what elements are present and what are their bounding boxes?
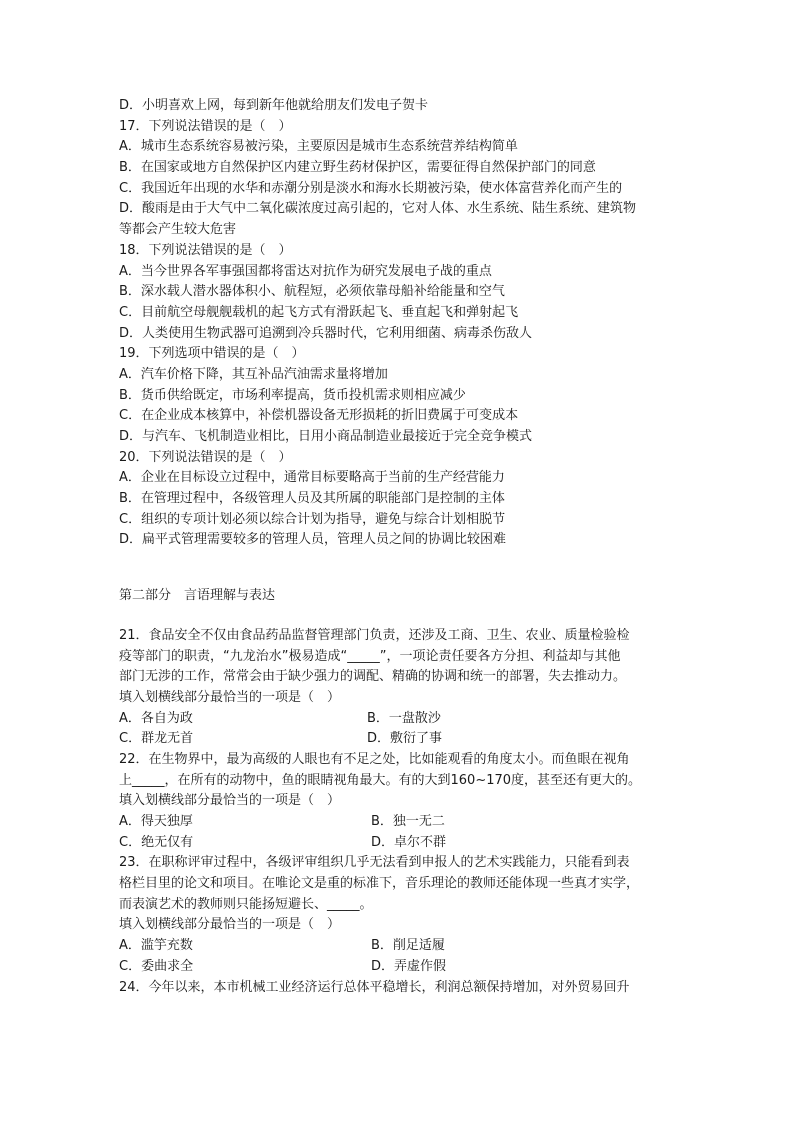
question-19-option-c: C．在企业成本核算中，补偿机器设备无形损耗的折旧费属于可变成本 xyxy=(119,408,519,424)
question-21-options-cd xyxy=(119,729,679,750)
question-22-option-a: A．得天独厚 xyxy=(119,814,193,829)
question-18-option-b: B．深水载人潜水器体积小、航程短，必须依靠母船补给能量和空气 xyxy=(119,284,505,300)
question-22-options-cd xyxy=(119,833,679,854)
question-24 xyxy=(119,978,679,999)
question-24-line: 24．今年以来，本市机械工业经济运行总体平稳增长，利润总额保持增加，对外贸易回升 xyxy=(119,979,630,995)
question-20-option-b: B．在管理过程中，各级管理人员及其所属的职能部门是控制的主体 xyxy=(119,491,505,507)
question-22-option-d: D．卓尔不群 xyxy=(371,834,447,850)
question-23-options-ab xyxy=(119,936,679,957)
question-22-prompt: 填入划横线部分最恰当的一项是（ ） xyxy=(119,793,341,809)
question-17-stem: 17．下列说法错误的是（ ） xyxy=(119,118,292,134)
text-line: D．小明喜欢上网，每到新年他就给朋友们发电子贺卡 xyxy=(119,98,429,113)
section-title: 第二部分 言语理解与表达 xyxy=(119,588,276,604)
question-19-option-d: D．与汽车、飞机制造业相比，日用小商品制造业最接近于完全竞争模式 xyxy=(119,429,533,444)
questions-17-20 xyxy=(119,96,679,551)
question-23-option-d: D．弄虚作假 xyxy=(371,958,447,974)
question-19-stem: 19．下列选项中错误的是（ ） xyxy=(119,346,305,362)
question-18-option-a: A．当今世界各军事强国都将雷达对抗作为研究发展电子战的重点 xyxy=(119,263,492,279)
question-21-option-b: B．一盘散沙 xyxy=(367,710,441,726)
question-21-line: 疫等部门的职责，“九龙治水”极易造成“_____”，一项论责任要各方分担、利益却与其他 xyxy=(119,648,621,664)
question-23-option-a: A．滥竽充数 xyxy=(119,938,193,954)
question-22 xyxy=(119,750,679,853)
question-21-options-ab xyxy=(119,709,679,730)
question-18-stem: 18．下列说法错误的是（ ） xyxy=(119,242,292,258)
question-23-line: 格栏目里的论文和项目。在唯论文是重的标准下，音乐理论的教师还能体现一些真才实学， xyxy=(119,876,640,892)
question-22-option-c: C．绝无仅有 xyxy=(119,834,194,850)
question-17-option-a: A．城市生态系统容易被污染，主要原因是城市生态系统营养结构简单 xyxy=(119,139,518,155)
question-21-option-c: C．群龙无首 xyxy=(119,731,194,747)
question-21-option-a: A．各自为政 xyxy=(119,710,193,726)
question-17-option-d: D．酸雨是由于大气中二氧化碳浓度过高引起的，它对人体、水生系统、陆生系统、建筑物 xyxy=(119,201,637,217)
question-20-option-c: C．组织的专项计划必须以综合计划为指导，避免与综合计划相脱节 xyxy=(119,511,506,527)
question-21-option-d: D．敷衍了事 xyxy=(367,731,443,747)
question-23-line: 而表演艺术的教师则只能扬短避长、_____。 xyxy=(119,896,373,912)
question-21-line: 21．食品安全不仅由食品药品监督管理部门负责，还涉及工商、卫生、农业、质量检验检 xyxy=(119,627,630,643)
question-20-option-a: A．企业在目标设立过程中，通常目标要略高于当前的生产经营能力 xyxy=(119,470,505,486)
question-19-option-a: A．汽车价格下降，其互补品汽油需求量将增加 xyxy=(119,366,388,382)
question-23-options-cd xyxy=(119,957,679,978)
question-23-prompt: 填入划横线部分最恰当的一项是（ ） xyxy=(119,917,341,933)
question-21-prompt: 填入划横线部分最恰当的一项是（ ） xyxy=(119,689,341,705)
question-23-option-b: B．削足适履 xyxy=(371,938,445,954)
question-20-stem: 20．下列说法错误的是（ ） xyxy=(119,449,292,465)
question-18-option-c: C．目前航空母舰舰载机的起飞方式有滑跃起飞、垂直起飞和弹射起飞 xyxy=(119,304,519,320)
question-23-option-c: C．委曲求全 xyxy=(119,958,194,974)
question-20-option-d: D．扁平式管理需要较多的管理人员，管理人员之间的协调比较困难 xyxy=(119,532,507,548)
document-body xyxy=(119,96,679,998)
question-17-option-b: B．在国家或地方自然保护区内建立野生药材保护区，需要征得自然保护部门的同意 xyxy=(119,160,596,176)
question-22-line: 上_____，在所有的动物中，鱼的眼睛视角最大。有的大到160~170度，甚至还有更大的。 xyxy=(119,772,642,788)
question-19-option-b: B．货币供给既定，市场利率提高，货币投机需求则相应减少 xyxy=(119,387,466,403)
question-22-options-ab xyxy=(119,812,679,833)
question-23 xyxy=(119,853,679,977)
question-22-option-b: B．独一无二 xyxy=(371,814,445,829)
question-22-line: 22．在生物界中，最为高级的人眼也有不足之处，比如能观看的角度太小。而鱼眼在视角 xyxy=(119,751,630,767)
question-23-line: 23．在职称评审过程中，各级评审组织几乎无法看到申报人的艺术实践能力，只能看到表 xyxy=(119,855,630,871)
question-17-option-d-cont: 等都会产生较大危害 xyxy=(119,222,237,238)
question-18-option-d: D．人类使用生物武器可追溯到冷兵器时代，它利用细菌、病毒杀伤敌人 xyxy=(119,325,533,341)
question-21-line: 部门无涉的工作，常常会由于缺少强力的调配、精确的协调和统一的部署，失去推动力。 xyxy=(119,669,627,685)
question-17-option-c: C．我国近年出现的水华和赤潮分别是淡水和海水长期被污染，使水体富营养化而产生的 xyxy=(119,180,623,196)
question-21 xyxy=(119,626,679,750)
